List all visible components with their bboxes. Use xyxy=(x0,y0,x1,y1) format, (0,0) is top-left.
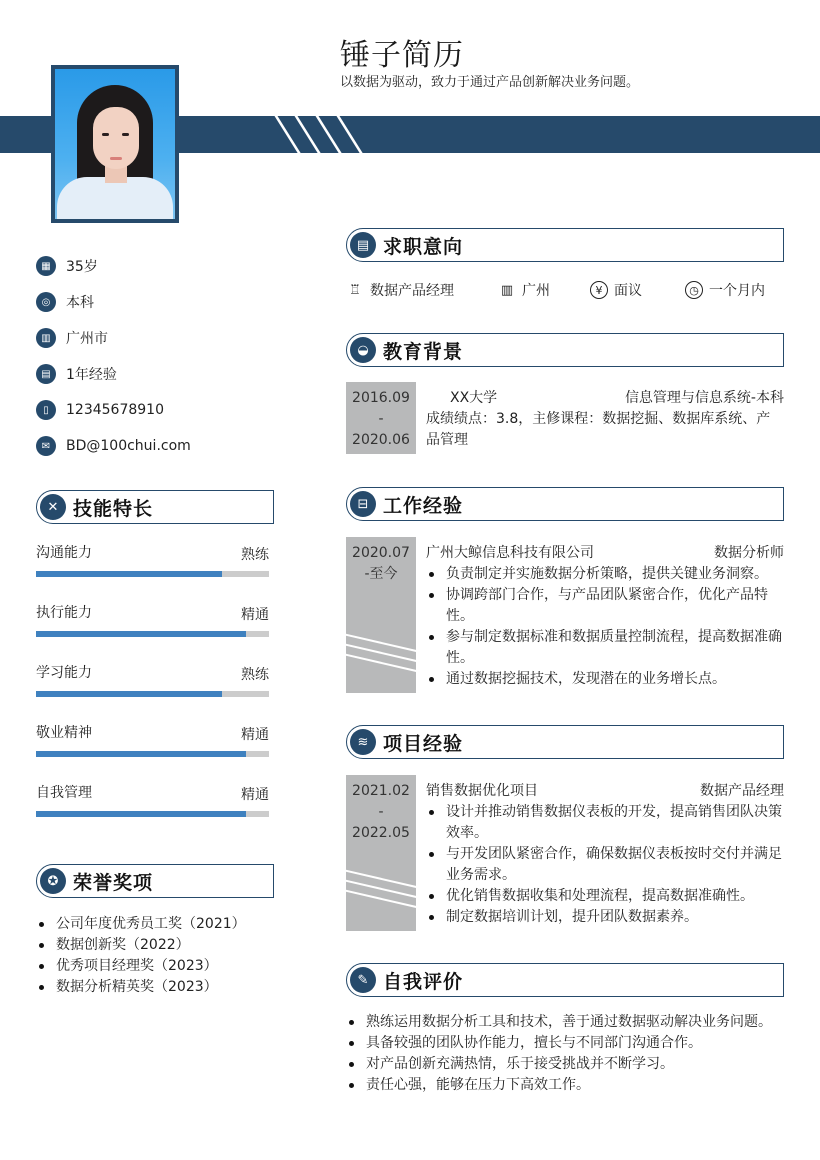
date-separator: - xyxy=(378,411,384,427)
date-start: 2021.02 xyxy=(352,783,410,799)
job-intent-row xyxy=(346,280,786,304)
education-body xyxy=(426,382,784,451)
honor-item: 公司年度优秀员工奖（2021） xyxy=(36,914,246,935)
intent-city xyxy=(498,280,550,300)
date-end: 2020.06 xyxy=(352,432,410,448)
bullet-item: 设计并推动销售数据仪表板的开发，提高销售团队决策效率。 xyxy=(426,802,784,844)
info-text: 广州市 xyxy=(66,331,108,347)
info-text[interactable]: BD@100chui.com xyxy=(66,438,191,454)
section-title: 教育背景 xyxy=(383,340,464,363)
section-title: 工作经验 xyxy=(383,494,464,517)
section-header-skills xyxy=(36,490,274,524)
section-title: 荣誉奖项 xyxy=(73,871,154,894)
bullet-item: 制定数据培训计划，提升团队数据素养。 xyxy=(426,907,784,928)
info-email xyxy=(36,428,191,464)
layers-icon: ≋ xyxy=(350,729,376,755)
clipboard-icon: ▤ xyxy=(350,232,376,258)
intent-salary xyxy=(590,280,642,300)
skill-level: 精通 xyxy=(241,787,269,803)
job-role: 数据分析师 xyxy=(714,545,784,561)
tie-icon: ♖ xyxy=(349,282,361,298)
date-box xyxy=(346,775,416,931)
date-separator: - xyxy=(378,804,384,820)
yen-icon: ¥ xyxy=(590,281,608,299)
project-bullets xyxy=(426,802,784,928)
intent-position xyxy=(346,280,454,300)
self-evaluation-bullets xyxy=(346,1012,786,1096)
skill-item xyxy=(36,540,269,600)
section-header-job-intent xyxy=(346,228,784,262)
date-box xyxy=(346,382,416,454)
phone-icon: ▯ xyxy=(36,400,56,420)
section-header-self-evaluation xyxy=(346,963,784,997)
bullet-item: 负责制定并实施数据分析策略，提供关键业务洞察。 xyxy=(426,564,784,585)
document-icon: ▤ xyxy=(36,364,56,384)
skill-item xyxy=(36,600,269,660)
info-phone xyxy=(36,392,191,428)
skill-name: 沟通能力 xyxy=(36,545,92,561)
major: 信息管理与信息系统-本科 xyxy=(624,390,784,406)
info-experience xyxy=(36,356,191,392)
section-header-project xyxy=(346,725,784,759)
banner-stripe xyxy=(334,116,367,153)
info-text: 1年经验 xyxy=(66,367,117,383)
skill-name: 执行能力 xyxy=(36,605,92,621)
skills-list xyxy=(36,540,269,840)
info-degree xyxy=(36,284,191,320)
bullet-item: 具备较强的团队协作能力，擅长与不同部门沟通合作。 xyxy=(346,1033,786,1054)
intent-availability-text: 一个月内 xyxy=(709,283,765,299)
skill-bar xyxy=(36,631,269,637)
bullet-item: 通过数据挖掘技术，发现潜在的业务增长点。 xyxy=(426,669,784,690)
skill-name: 学习能力 xyxy=(36,665,92,681)
info-text: 35岁 xyxy=(66,259,98,275)
company-name: 广州大鲸信息科技有限公司 xyxy=(426,545,594,561)
tools-icon: ✕ xyxy=(40,494,66,520)
resume-title: 锤子简历 xyxy=(340,38,464,73)
education-entry xyxy=(346,382,784,454)
section-title: 项目经验 xyxy=(383,732,464,755)
project-body xyxy=(426,775,784,928)
date-box xyxy=(346,537,416,693)
honor-item: 优秀项目经理奖（2023） xyxy=(36,956,246,977)
skill-bar xyxy=(36,751,269,757)
intent-position-text: 数据产品经理 xyxy=(370,283,454,299)
section-title: 自我评价 xyxy=(383,970,464,993)
skill-bar xyxy=(36,811,269,817)
honor-item: 数据创新奖（2022） xyxy=(36,935,246,956)
project-role: 数据产品经理 xyxy=(700,783,784,799)
date-end: 2022.05 xyxy=(352,825,410,841)
date-start: 2016.09 xyxy=(352,390,410,406)
work-body xyxy=(426,537,784,690)
project-entry xyxy=(346,775,784,931)
bullet-item: 对产品创新充满热情，乐于接受挑战并不断学习。 xyxy=(346,1054,786,1075)
info-city xyxy=(36,320,191,356)
mail-icon: ✉ xyxy=(36,436,56,456)
info-age xyxy=(36,248,191,284)
user-edit-icon: ✎ xyxy=(350,967,376,993)
skill-bar xyxy=(36,691,269,697)
work-bullets xyxy=(426,564,784,690)
honors-list xyxy=(36,914,246,998)
education-description: 成绩绩点：3.8，主修课程：数据挖掘、数据库系统、产品管理 xyxy=(426,411,771,448)
project-name: 销售数据优化项目 xyxy=(426,783,538,799)
bullet-item: 与开发团队紧密合作，确保数据仪表板按时交付并满足业务需求。 xyxy=(426,844,784,886)
bullet-item: 责任心强，能够在压力下高效工作。 xyxy=(346,1075,786,1096)
date-end: -至今 xyxy=(364,566,398,582)
intent-city-text: 广州 xyxy=(522,283,550,299)
buildings-icon: ▥ xyxy=(36,328,56,348)
graduation-cap-icon: ◒ xyxy=(350,337,376,363)
skill-item xyxy=(36,720,269,780)
building-icon: ▥ xyxy=(500,282,514,298)
medal-icon: ✪ xyxy=(40,868,66,894)
section-title: 求职意向 xyxy=(383,235,464,258)
personal-info-list xyxy=(36,248,191,464)
calendar-icon: ▦ xyxy=(36,256,56,276)
intent-availability xyxy=(685,280,765,300)
info-text[interactable]: 12345678910 xyxy=(66,402,164,418)
skill-name: 敬业精神 xyxy=(36,725,92,741)
honor-item: 数据分析精英奖（2023） xyxy=(36,977,246,998)
profile-photo xyxy=(51,65,179,223)
graduation-cap-icon: ◎ xyxy=(36,292,56,312)
bullet-item: 优化销售数据收集和处理流程，提高数据准确性。 xyxy=(426,886,784,907)
work-entry xyxy=(346,537,784,693)
bullet-item: 熟练运用数据分析工具和技术，善于通过数据驱动解决业务问题。 xyxy=(346,1012,786,1033)
section-header-honors xyxy=(36,864,274,898)
resume-subtitle: 以数据为驱动，致力于通过产品创新解决业务问题。 xyxy=(340,75,640,90)
skill-level: 精通 xyxy=(241,607,269,623)
intent-salary-text: 面议 xyxy=(614,283,642,299)
briefcase-icon: ⊟ xyxy=(350,491,376,517)
clock-icon: ◷ xyxy=(685,281,703,299)
bullet-item: 参与制定数据标准和数据质量控制流程，提高数据准确性。 xyxy=(426,627,784,669)
section-header-education xyxy=(346,333,784,367)
skill-level: 熟练 xyxy=(241,547,269,563)
skill-level: 精通 xyxy=(241,727,269,743)
skill-bar xyxy=(36,571,269,577)
bullet-item: 协调跨部门合作，与产品团队紧密合作，优化产品特性。 xyxy=(426,585,784,627)
info-text: 本科 xyxy=(66,295,94,311)
skill-level: 熟练 xyxy=(241,667,269,683)
section-title: 技能特长 xyxy=(73,497,154,520)
skill-item xyxy=(36,660,269,720)
school-name: XX大学 xyxy=(450,390,498,406)
skill-item xyxy=(36,780,269,840)
section-header-work xyxy=(346,487,784,521)
skill-name: 自我管理 xyxy=(36,785,92,801)
date-start: 2020.07 xyxy=(352,545,410,561)
